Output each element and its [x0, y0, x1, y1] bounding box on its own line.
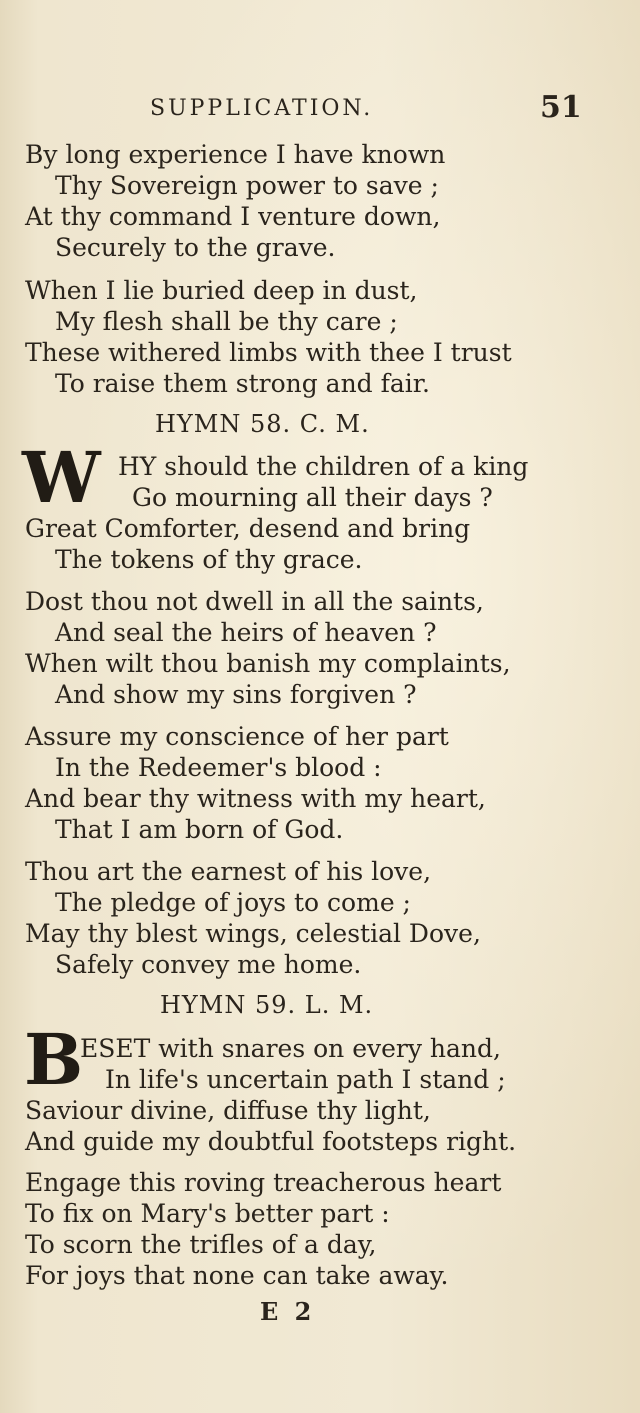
verse-line: ESET with snares on every hand,	[80, 1034, 501, 1063]
hymn-58-drop-cap: W	[22, 436, 101, 519]
verse-line: And guide my doubtful footsteps right.	[25, 1127, 517, 1156]
verse-line: Thou art the earnest of his love,	[25, 857, 432, 886]
verse-line: The pledge of joys to come ;	[55, 888, 411, 917]
verse-line: To raise them strong and fair.	[55, 369, 430, 398]
verse-line: In life's uncertain path I stand ;	[105, 1065, 506, 1094]
hymn-58-heading: HYMN 58. C. M.	[155, 410, 370, 438]
hymn-59-drop-cap: B	[24, 1018, 84, 1101]
verse-line: Securely to the grave.	[55, 233, 336, 262]
verse-line: To scorn the trifles of a day,	[25, 1230, 377, 1259]
signature-mark: E 2	[260, 1297, 316, 1326]
verse-line: Go mourning all their days ?	[132, 483, 493, 512]
verse-line: And show my sins forgiven ?	[55, 680, 417, 709]
verse-line: My flesh shall be thy care ;	[55, 307, 398, 336]
verse-line: To fix on Mary's better part :	[25, 1199, 390, 1228]
verse-line: Dost thou not dwell in all the saints,	[25, 587, 484, 616]
verse-line: When wilt thou banish my complaints,	[25, 649, 511, 678]
verse-line: And bear thy witness with my heart,	[25, 784, 486, 813]
verse-line: These withered limbs with thee I trust	[25, 338, 512, 367]
verse-line: By long experience I have known	[25, 140, 446, 169]
verse-line: When I lie buried deep in dust,	[25, 276, 418, 305]
page-number: 51	[540, 90, 582, 125]
verse-line: May thy blest wings, celestial Dove,	[25, 919, 481, 948]
verse-line: Engage this roving treacherous heart	[25, 1168, 502, 1197]
verse-line: The tokens of thy grace.	[55, 545, 363, 574]
verse-line: Assure my conscience of her part	[25, 722, 449, 751]
verse-line: For joys that none can take away.	[25, 1261, 449, 1290]
hymn-59-heading: HYMN 59. L. M.	[160, 991, 374, 1019]
verse-line: And seal the heirs of heaven ?	[55, 618, 437, 647]
verse-line: In the Redeemer's blood :	[55, 753, 382, 782]
verse-line: Saviour divine, diffuse thy light,	[25, 1096, 431, 1125]
verse-line: Great Comforter, desend and bring	[25, 514, 471, 543]
verse-line: HY should the children of a king	[118, 452, 529, 481]
verse-line: Safely convey me home.	[55, 950, 362, 979]
running-title: SUPPLICATION.	[150, 96, 374, 121]
verse-line: At thy command I venture down,	[25, 202, 441, 231]
verse-line: That I am born of God.	[55, 815, 344, 844]
verse-line: Thy Sovereign power to save ;	[55, 171, 439, 200]
